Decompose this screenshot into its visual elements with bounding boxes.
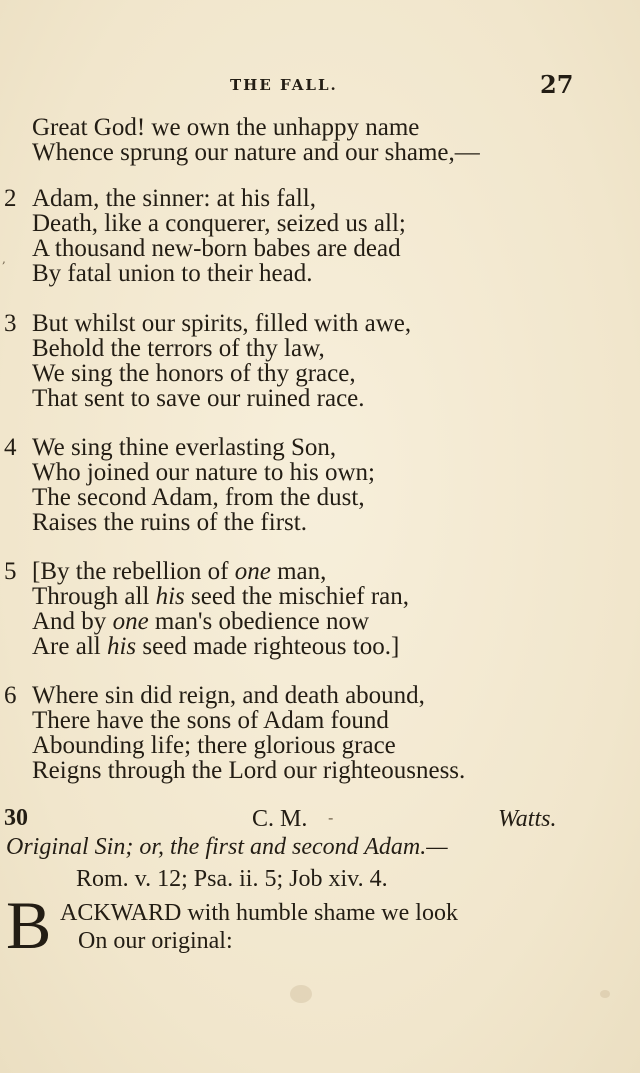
hymn-30-line-1: ACKWARD with humble shame we look bbox=[60, 900, 458, 926]
paper-stain bbox=[600, 990, 610, 998]
verse-line: A thousand new-born babes are dead bbox=[32, 235, 401, 262]
verse-line: There have the sons of Adam found bbox=[32, 707, 389, 734]
verse-line: Where sin did reign, and death abound, bbox=[32, 682, 425, 709]
page-number: 27 bbox=[540, 70, 574, 99]
verse-line: Great God! we own the unhappy name bbox=[32, 114, 420, 141]
verse-line: Raises the ruins of the first. bbox=[32, 509, 307, 536]
verse-line: By fatal union to their head. bbox=[32, 260, 313, 287]
hymn-author: Watts. bbox=[498, 806, 557, 832]
stanza-number: 6 bbox=[4, 682, 17, 709]
stanza-number: 2 bbox=[4, 185, 17, 212]
verse-line: [By the rebellion of one man, bbox=[32, 558, 327, 585]
paper-stain bbox=[290, 985, 312, 1003]
stanza-number: 4 bbox=[4, 434, 17, 461]
verse-line: We sing thine everlasting Son, bbox=[32, 434, 337, 461]
stanza-number: 5 bbox=[4, 558, 17, 585]
verse-line: Behold the terrors of thy law, bbox=[32, 335, 325, 362]
running-header-title: THE FALL. bbox=[230, 76, 338, 94]
hymn-subtitle: Original Sin; or, the first and second Adam.— bbox=[6, 834, 448, 860]
hymn-30-line-2: On our original: bbox=[78, 928, 233, 954]
hymn-number: 30 bbox=[4, 805, 28, 831]
verse-line: Abounding life; there glorious grace bbox=[32, 732, 396, 759]
scripture-reference: Rom. v. 12; Psa. ii. 5; Job xiv. 4. bbox=[76, 866, 388, 892]
stanza-number: 3 bbox=[4, 310, 17, 337]
verse-line: We sing the honors of thy grace, bbox=[32, 360, 356, 387]
hymn-meter: C. M. bbox=[252, 806, 308, 832]
verse-line: Through all his seed the mischief ran, bbox=[32, 583, 409, 610]
verse-line: Death, like a conquerer, seized us all; bbox=[32, 210, 406, 237]
verse-line: That sent to save our ruined race. bbox=[32, 385, 365, 412]
verse-line: Whence sprung our nature and our shame,— bbox=[32, 139, 480, 166]
verse-line: Who joined our nature to his own; bbox=[32, 459, 375, 486]
verse-line: Adam, the sinner: at his fall, bbox=[32, 185, 316, 212]
verse-line: Reigns through the Lord our righteousness. bbox=[32, 757, 466, 784]
margin-mark: , bbox=[2, 252, 6, 266]
drop-cap: B bbox=[6, 887, 52, 963]
verse-line: But whilst our spirits, filled with awe, bbox=[32, 310, 412, 337]
verse-line: Are all his seed made righteous too.] bbox=[32, 633, 400, 660]
meter-mark: - bbox=[328, 808, 334, 827]
verse-line: The second Adam, from the dust, bbox=[32, 484, 365, 511]
verse-line: And by one man's obedience now bbox=[32, 608, 370, 635]
